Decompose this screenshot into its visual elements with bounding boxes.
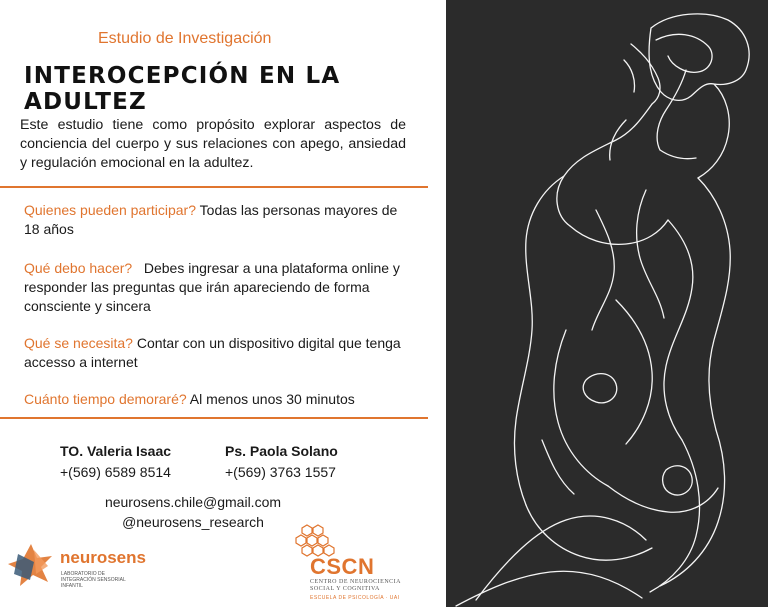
qa-answer: Debes ingresar a una plataforma online y responder las preguntas que irán apareciendo de forma consciente y sincera xyxy=(24,260,404,314)
neurosens-wordmark: neurosens xyxy=(60,548,146,567)
qa-item-what-to-do xyxy=(24,259,414,316)
qa-answer: Todas las personas mayores de 18 años xyxy=(24,202,398,237)
contact-phone: +(569) 6589 8514 xyxy=(60,464,171,480)
qa-question: Quienes pueden participar? xyxy=(24,202,197,218)
page-title: INTEROCEPCIÓN EN LA ADULTEZ xyxy=(24,63,341,115)
contact-paola xyxy=(225,441,338,483)
cscn-wordmark: CSCN xyxy=(310,554,375,579)
contact-valeria xyxy=(60,441,171,483)
intro-paragraph: Este estudio tiene como propósito explorar aspectos de conciencia del cuerpo y sus relaciones con apego, ansiedad y regulación emocional en la adultez. xyxy=(20,117,406,171)
qa-question: Qué debo hacer? xyxy=(24,260,133,276)
contact-name: TO. Valeria Isaac xyxy=(60,443,172,459)
cscn-school: ESCUELA DE PSICOLOGÍA · UAI xyxy=(310,595,400,601)
contact-name: Ps. Paola Solano xyxy=(225,443,338,459)
contact-phone: +(569) 3763 1557 xyxy=(225,464,336,480)
qa-answer: Al menos unos 30 minutos xyxy=(186,391,355,407)
line-drawing-figure-illustration xyxy=(446,0,768,607)
cscn-tagline xyxy=(310,579,401,593)
email-address: neurosens.chile@gmail.com xyxy=(104,494,282,510)
social-contacts xyxy=(102,492,284,532)
qa-answer: Contar con un dispositivo digital que tenga accesso a internet xyxy=(24,335,401,370)
line-art-panel xyxy=(446,0,768,607)
neurosens-star-icon xyxy=(4,540,58,590)
social-handle: @neurosens_research xyxy=(122,514,264,530)
study-subtitle: Estudio de Investigación xyxy=(98,30,272,47)
neurosens-logo xyxy=(4,540,154,590)
qa-item-participants xyxy=(24,201,414,239)
qa-item-duration xyxy=(24,390,414,409)
divider-top xyxy=(0,186,428,188)
qa-question: Qué se necesita? xyxy=(24,335,133,351)
hexagon-cluster-icon xyxy=(292,523,338,557)
qa-question: Cuánto tiempo demoraré? xyxy=(24,391,187,407)
qa-item-requirements xyxy=(24,334,414,372)
cscn-logo xyxy=(290,523,430,605)
neurosens-tagline: LABORATORIO DE INTEGRACIÓN SENSORIAL INFANTIL xyxy=(61,571,126,589)
divider-bottom xyxy=(0,417,428,419)
cscn-tagline-line2: SOCIAL Y COGNITIVA xyxy=(310,586,380,592)
cscn-tagline-line1: CENTRO DE NEUROCIENCIA xyxy=(310,579,401,585)
